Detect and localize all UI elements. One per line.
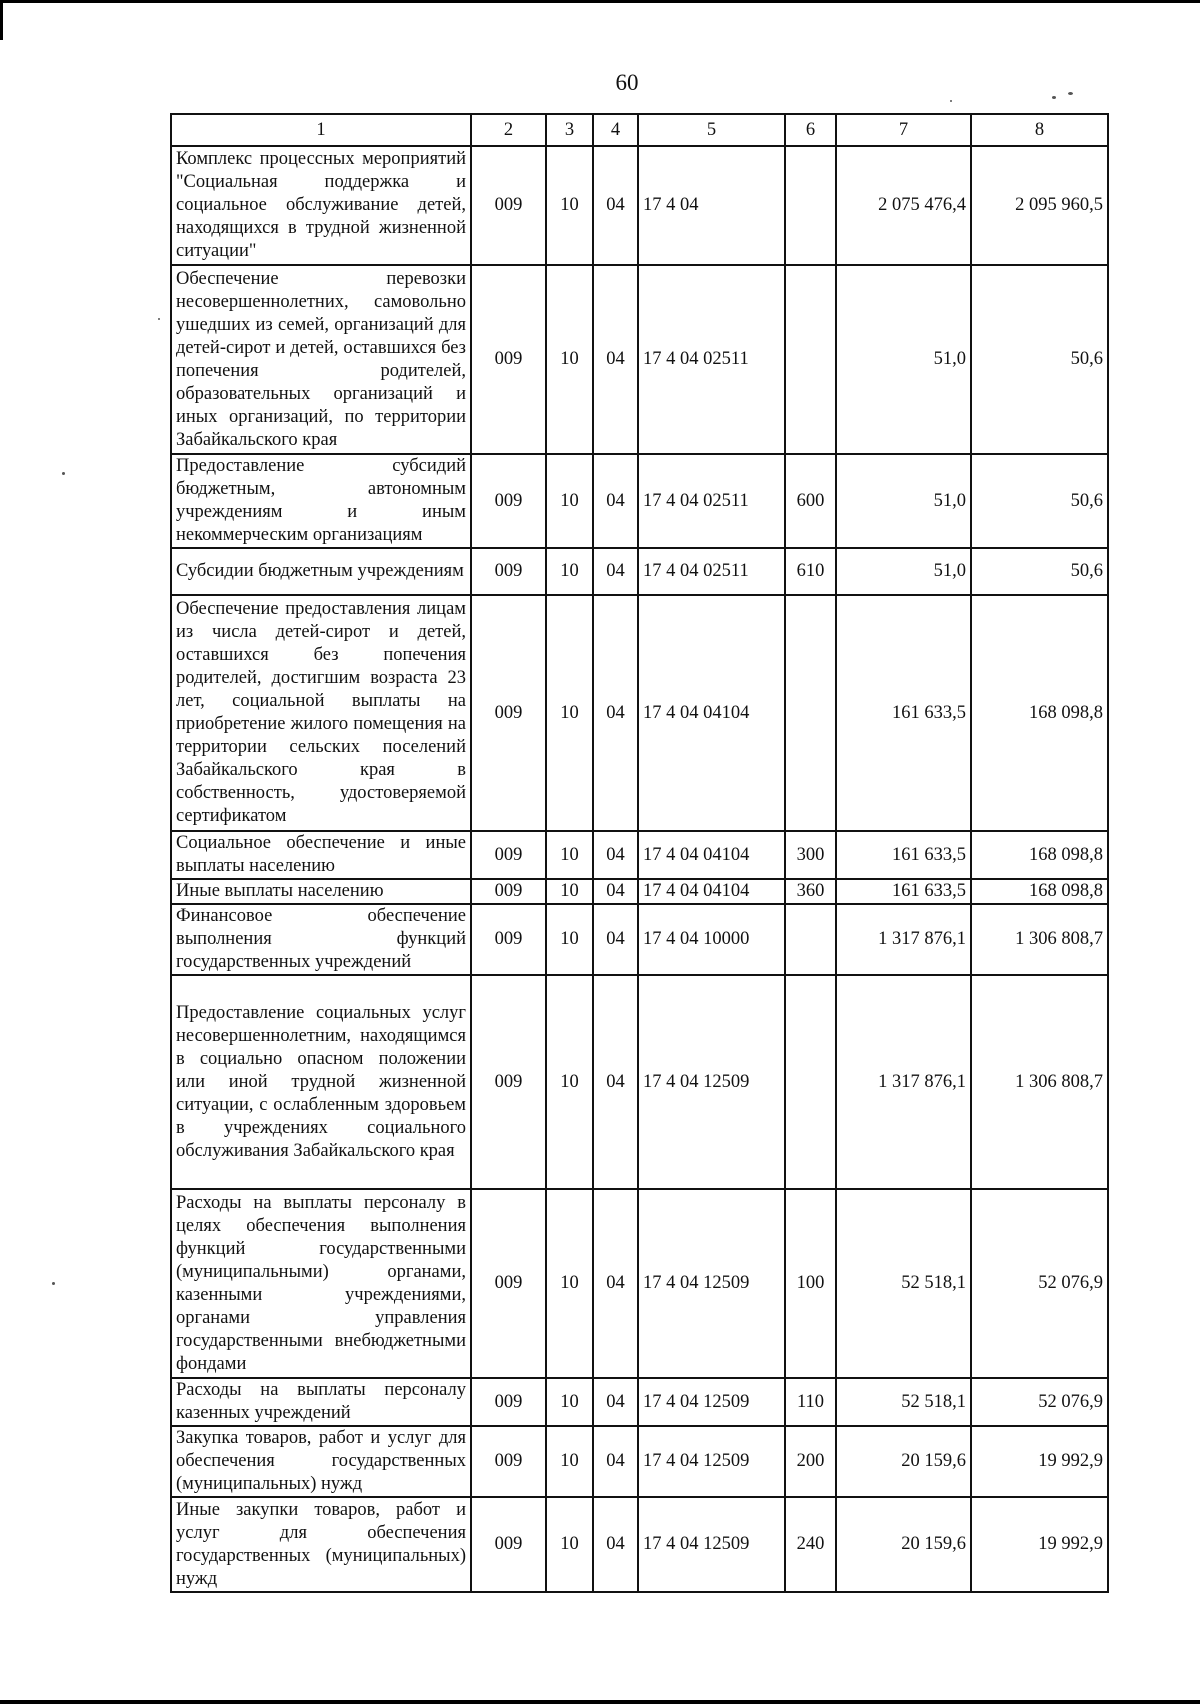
cell-expense-type — [785, 595, 836, 831]
cell-ministry-code: 009 — [471, 1426, 546, 1497]
scan-speck — [62, 472, 65, 475]
cell-subsection: 04 — [593, 904, 638, 975]
cell-target-article: 17 4 04 12509 — [638, 1426, 785, 1497]
cell-ministry-code: 009 — [471, 454, 546, 548]
cell-target-article: 17 4 04 10000 — [638, 904, 785, 975]
cell-section: 10 — [546, 1378, 593, 1426]
cell-amount-7: 52 518,1 — [836, 1378, 971, 1426]
cell-ministry-code: 009 — [471, 146, 546, 265]
cell-target-article: 17 4 04 02511 — [638, 265, 785, 454]
row-name: Иные выплаты населению — [171, 879, 471, 904]
table-row — [171, 975, 1108, 1189]
cell-section: 10 — [546, 1189, 593, 1378]
row-name: Предоставление социальных услуг несовершеннолетним, находящимся в социально опасном положении или иной трудной жизненной ситуации, с ослабленным здоровьем в учреждениях социального обслуживания Забайкальского края — [171, 975, 471, 1189]
cell-amount-8: 19 992,9 — [971, 1497, 1108, 1592]
table-row — [171, 1426, 1108, 1497]
cell-amount-7: 51,0 — [836, 454, 971, 548]
cell-ministry-code: 009 — [471, 1189, 546, 1378]
table-row — [171, 146, 1108, 265]
cell-subsection: 04 — [593, 1426, 638, 1497]
cell-ministry-code: 009 — [471, 904, 546, 975]
table-row — [171, 904, 1108, 975]
cell-amount-8: 52 076,9 — [971, 1189, 1108, 1378]
cell-ministry-code: 009 — [471, 265, 546, 454]
cell-expense-type — [785, 146, 836, 265]
cell-subsection: 04 — [593, 1189, 638, 1378]
row-name: Субсидии бюджетным учреждениям — [171, 548, 471, 595]
cell-amount-8: 19 992,9 — [971, 1426, 1108, 1497]
row-name: Финансовое обеспечение выполнения функций государственных учреждений — [171, 904, 471, 975]
cell-amount-7: 1 317 876,1 — [836, 975, 971, 1189]
table-row — [171, 454, 1108, 548]
cell-section: 10 — [546, 454, 593, 548]
row-name: Социальное обеспечение и иные выплаты населению — [171, 831, 471, 879]
cell-expense-type: 200 — [785, 1426, 836, 1497]
column-header: 4 — [593, 114, 638, 146]
cell-section: 10 — [546, 146, 593, 265]
cell-amount-7: 51,0 — [836, 548, 971, 595]
cell-target-article: 17 4 04 04104 — [638, 831, 785, 879]
scan-edge-left — [0, 0, 3, 40]
cell-amount-8: 1 306 808,7 — [971, 975, 1108, 1189]
budget-table — [170, 113, 1109, 1593]
cell-amount-7: 52 518,1 — [836, 1189, 971, 1378]
cell-target-article: 17 4 04 12509 — [638, 975, 785, 1189]
row-name: Закупка товаров, работ и услуг для обеспечения государственных (муниципальных) нужд — [171, 1426, 471, 1497]
cell-subsection: 04 — [593, 146, 638, 265]
cell-section: 10 — [546, 831, 593, 879]
column-header: 2 — [471, 114, 546, 146]
table-row — [171, 595, 1108, 831]
cell-subsection: 04 — [593, 1497, 638, 1592]
cell-target-article: 17 4 04 12509 — [638, 1378, 785, 1426]
column-header: 3 — [546, 114, 593, 146]
cell-ministry-code: 009 — [471, 1378, 546, 1426]
cell-ministry-code: 009 — [471, 1497, 546, 1592]
column-header: 7 — [836, 114, 971, 146]
cell-subsection: 04 — [593, 1378, 638, 1426]
table-header — [171, 114, 1108, 146]
table-row — [171, 1497, 1108, 1592]
cell-expense-type: 300 — [785, 831, 836, 879]
cell-amount-7: 2 075 476,4 — [836, 146, 971, 265]
cell-ministry-code: 009 — [471, 595, 546, 831]
cell-expense-type: 110 — [785, 1378, 836, 1426]
cell-amount-7: 161 633,5 — [836, 879, 971, 904]
cell-section: 10 — [546, 1497, 593, 1592]
cell-ministry-code: 009 — [471, 548, 546, 595]
table-row — [171, 1378, 1108, 1426]
column-header: 6 — [785, 114, 836, 146]
cell-expense-type: 100 — [785, 1189, 836, 1378]
table-row — [171, 879, 1108, 904]
cell-ministry-code: 009 — [471, 975, 546, 1189]
cell-expense-type — [785, 265, 836, 454]
cell-ministry-code: 009 — [471, 879, 546, 904]
cell-amount-8: 2 095 960,5 — [971, 146, 1108, 265]
cell-target-article: 17 4 04 04104 — [638, 879, 785, 904]
header-row — [171, 114, 1108, 146]
row-name: Предоставление субсидий бюджетным, автономным учреждениям и иным некоммерческим организациям — [171, 454, 471, 548]
cell-target-article: 17 4 04 — [638, 146, 785, 265]
row-name: Иные закупки товаров, работ и услуг для обеспечения государственных (муниципальных) нужд — [171, 1497, 471, 1592]
cell-section: 10 — [546, 595, 593, 831]
cell-amount-8: 168 098,8 — [971, 879, 1108, 904]
row-name: Расходы на выплаты персоналу в целях обеспечения выполнения функций государственными (муниципальными) органами, казенными учреждениями, органами управления государственными внебюджетными фондами — [171, 1189, 471, 1378]
row-name: Обеспечение перевозки несовершеннолетних, самовольно ушедших из семей, организаций для детей-сирот и детей, оставшихся без попечения родителей, образовательных организаций и иных организаций, по территории Забайкальского края — [171, 265, 471, 454]
scan-speck — [158, 318, 160, 320]
cell-expense-type: 600 — [785, 454, 836, 548]
cell-subsection: 04 — [593, 831, 638, 879]
scan-edge-bottom — [0, 1700, 1200, 1704]
cell-amount-7: 161 633,5 — [836, 831, 971, 879]
cell-target-article: 17 4 04 12509 — [638, 1497, 785, 1592]
column-header: 1 — [171, 114, 471, 146]
cell-subsection: 04 — [593, 548, 638, 595]
row-name: Комплекс процессных мероприятий "Социальная поддержка и социальное обслуживание детей, находящихся в трудной жизненной ситуации" — [171, 146, 471, 265]
cell-amount-7: 20 159,6 — [836, 1426, 971, 1497]
cell-section: 10 — [546, 265, 593, 454]
cell-ministry-code: 009 — [471, 831, 546, 879]
table-body — [171, 146, 1108, 1592]
cell-amount-8: 168 098,8 — [971, 595, 1108, 831]
cell-section: 10 — [546, 548, 593, 595]
cell-subsection: 04 — [593, 265, 638, 454]
cell-amount-8: 50,6 — [971, 265, 1108, 454]
scan-speck — [1052, 96, 1056, 99]
cell-amount-7: 20 159,6 — [836, 1497, 971, 1592]
cell-target-article: 17 4 04 12509 — [638, 1189, 785, 1378]
page-number-text: 60 — [615, 70, 639, 95]
cell-amount-8: 50,6 — [971, 548, 1108, 595]
row-name: Расходы на выплаты персоналу казенных учреждений — [171, 1378, 471, 1426]
cell-expense-type: 610 — [785, 548, 836, 595]
column-header: 8 — [971, 114, 1108, 146]
scan-speck — [950, 100, 952, 102]
cell-expense-type: 240 — [785, 1497, 836, 1592]
cell-subsection: 04 — [593, 454, 638, 548]
table-row — [171, 265, 1108, 454]
cell-amount-8: 1 306 808,7 — [971, 904, 1108, 975]
page-number — [0, 70, 1200, 96]
cell-expense-type — [785, 904, 836, 975]
cell-subsection: 04 — [593, 595, 638, 831]
table-row — [171, 831, 1108, 879]
cell-amount-8: 50,6 — [971, 454, 1108, 548]
row-name: Обеспечение предоставления лицам из числа детей-сирот и детей, оставшихся без попечения родителей, достигшим возраста 23 лет, социальной выплаты на приобретение жилого помещения на территории сельских поселений Забайкальского края в собственность, удостоверяемой сертификатом — [171, 595, 471, 831]
cell-amount-7: 1 317 876,1 — [836, 904, 971, 975]
cell-section: 10 — [546, 904, 593, 975]
cell-section: 10 — [546, 879, 593, 904]
cell-expense-type: 360 — [785, 879, 836, 904]
cell-subsection: 04 — [593, 975, 638, 1189]
table-row — [171, 548, 1108, 595]
cell-section: 10 — [546, 975, 593, 1189]
cell-amount-7: 161 633,5 — [836, 595, 971, 831]
cell-amount-7: 51,0 — [836, 265, 971, 454]
cell-expense-type — [785, 975, 836, 1189]
cell-target-article: 17 4 04 04104 — [638, 595, 785, 831]
cell-amount-8: 52 076,9 — [971, 1378, 1108, 1426]
cell-target-article: 17 4 04 02511 — [638, 454, 785, 548]
column-header: 5 — [638, 114, 785, 146]
scan-edge-top — [0, 0, 1200, 3]
cell-amount-8: 168 098,8 — [971, 831, 1108, 879]
table-row — [171, 1189, 1108, 1378]
cell-subsection: 04 — [593, 879, 638, 904]
cell-target-article: 17 4 04 02511 — [638, 548, 785, 595]
cell-section: 10 — [546, 1426, 593, 1497]
scan-speck — [52, 1282, 55, 1285]
